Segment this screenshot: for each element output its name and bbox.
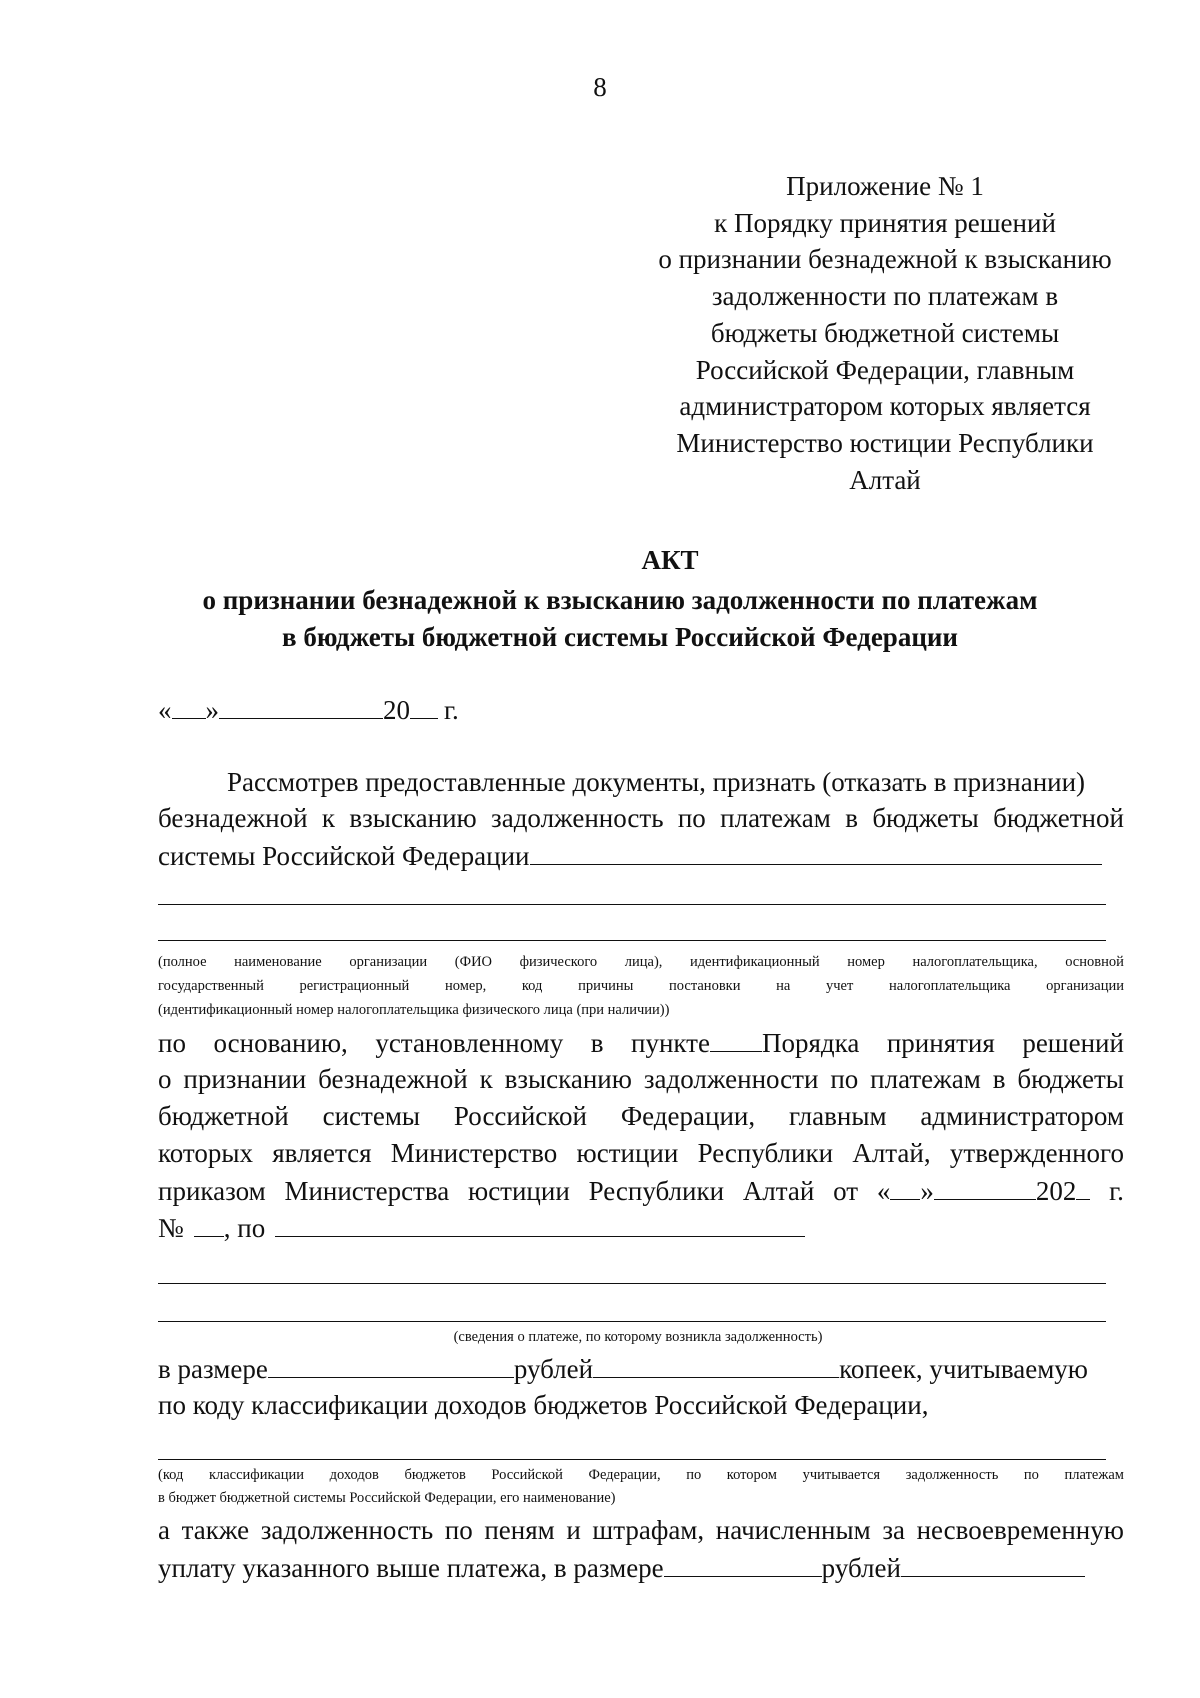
word: по [444,1515,473,1545]
word: причины [578,978,634,994]
para2-line-5 [158,1175,1124,1207]
word: является [272,1138,372,1168]
word: администратором [920,1101,1124,1131]
word: утвержденного [949,1138,1124,1168]
month-blank [219,694,383,719]
word: учитывается [802,1467,881,1483]
word: г. [1109,1176,1124,1206]
word: налогоплательщика, [912,954,1038,970]
word: (код [158,1467,184,1483]
kopecks-blank [593,1353,839,1378]
word: Федерации, [588,1467,661,1483]
word: о [158,1064,172,1094]
word: юстиции [468,1176,570,1206]
word: задолженность [260,1515,434,1545]
word: номер [847,954,885,970]
para4-line-2 [158,1552,1085,1584]
word: по [158,1028,186,1058]
word: классификации [208,1467,304,1483]
word: к [321,803,336,833]
blank-line [158,904,1106,905]
word: лица), [624,954,663,970]
para1-line-3 [158,840,1102,872]
para4-line-2-text: уплату указанного выше платежа, в размере [158,1553,664,1583]
word: Алтай, [852,1138,931,1168]
word: котором [726,1467,777,1483]
word: организации [1046,978,1124,994]
word: Порядка [761,1028,860,1058]
word: Алтай [742,1176,815,1206]
word: признании [183,1064,307,1094]
word: доходов [329,1467,379,1483]
note2: (сведения о платеже, по которому возникла задолженность) [453,1329,823,1345]
word: бюджеты [1017,1064,1124,1094]
appendix-block [640,168,1130,498]
date-line [158,694,459,726]
para2-line-2 [158,1064,1124,1095]
note1-line-2 [158,978,1124,995]
note1-line-1 [158,954,1124,971]
penalty-kopecks-blank [901,1552,1085,1577]
para1-line-2 [158,803,1124,834]
word: решений [1022,1028,1124,1058]
appendix-line: Приложение № 1 [786,171,984,201]
note3-line-2: в бюджет бюджетной системы Российской Федерации, его наименование) [158,1490,616,1506]
word: безнадежной [318,1064,468,1094]
word: бюджеты [872,803,979,833]
appendix-line: администратором которых является [679,391,1091,422]
word: учет [825,978,854,994]
word: (ФИО [454,954,493,970]
appendix-line: Министерство юстиции Республики [676,427,1094,458]
para3-line-1 [158,1353,1124,1385]
date-close-quote: » [205,695,219,725]
word: копеек, учитываемую [839,1354,1088,1384]
payment-info-blank [275,1212,805,1237]
penalty-rubles-blank [664,1552,822,1577]
word: безнадежной [158,803,308,833]
word: в [992,1064,1006,1094]
word: пункте [631,1028,710,1058]
appendix-line: Российской Федерации, главным [695,354,1075,385]
act-title: АКТ [641,545,699,575]
word: по [686,1467,702,1483]
word: а [158,1515,170,1545]
word: принятия [886,1028,995,1058]
word: задолженность [491,803,664,833]
para2-line-3 [158,1101,1124,1132]
para2-line-6 [158,1212,805,1244]
word: в размере [158,1354,268,1384]
word: рублей [513,1354,594,1384]
year-prefix: 20 [383,695,410,725]
word: (полное [158,954,207,970]
rubles-blank [268,1353,514,1378]
word: по [1023,1467,1039,1483]
act-subtitle-line-2: в бюджеты бюджетной системы Российской Федерации [282,622,958,652]
word: штрафам, [592,1515,705,1545]
order-year-blank [1076,1175,1090,1200]
word: приказом [158,1176,266,1206]
appendix-line: о признании безнадежной к взысканию [658,244,1112,275]
word: начисленным [715,1515,871,1545]
word: на [776,978,791,994]
number-sign: № [158,1213,184,1243]
word: взысканию [349,803,477,833]
word: Российской [453,1101,587,1131]
para1-line-1: Рассмотрев предоставленные документы, признать (отказать в признании) [227,767,1086,797]
word: также [181,1515,250,1545]
order-year: 202 [1035,1176,1077,1206]
page-number: 8 [593,72,607,102]
word: в [845,803,858,833]
word: постановки [669,978,741,994]
word: Федерации, [620,1101,756,1131]
para1-line-3-text: системы Российской Федерации [158,841,530,871]
word: бюджетной [158,1101,289,1131]
open-quote: « [876,1176,891,1206]
order-month-blank [934,1175,1036,1200]
word: Российской [491,1467,563,1483]
word: задолженности [643,1064,819,1094]
word: и [566,1515,581,1545]
appendix-line: задолженности по платежам в [711,281,1059,312]
word: организации [349,954,428,970]
word: Министерство [390,1138,558,1168]
word: наименование [234,954,322,970]
word: регистрационный [299,978,410,994]
blank-line [158,1283,1106,1284]
word: идентификационный [690,954,820,970]
close-quote: » [920,1176,934,1206]
word: взысканию [504,1064,632,1094]
word: основанию, [213,1028,348,1058]
word: номер, [444,978,487,994]
word: платежам [870,1064,981,1094]
word: юстиции [576,1138,679,1168]
word: рублей [821,1553,901,1583]
para3-line-2: по коду классификации доходов бюджетов Российской Федерации, [158,1390,929,1420]
word: которых [158,1138,253,1168]
word: бюджетной [993,803,1124,833]
word: в [590,1028,604,1058]
word: платежам [1064,1467,1124,1483]
blank-line [158,1459,1106,1460]
word: от [833,1176,859,1206]
word: к [479,1064,493,1094]
order-number-blank [194,1212,224,1237]
word: платежам [720,803,831,833]
word: установленному [375,1028,564,1058]
word: код [521,978,543,994]
word: налогоплательщика [888,978,1011,994]
para4-line-1 [158,1515,1124,1546]
note3-line-1 [158,1467,1124,1484]
blank-line [158,1321,1106,1322]
clause-number-blank [710,1027,762,1052]
word: по [677,803,706,833]
word: бюджетов [404,1467,466,1483]
para2-line-1 [158,1027,1124,1059]
date-open-quote: « [158,695,172,725]
word: за [882,1515,905,1545]
year-suffix: г. [444,695,459,725]
word: физического [519,954,598,970]
word: Республики [588,1176,725,1206]
appendix-line: Алтай [849,464,921,495]
word: системы [322,1101,421,1131]
word: задолженность [905,1467,999,1483]
act-subtitle-line-1: о признании безнадежной к взысканию задолженности по платежам [202,585,1038,615]
organization-blank [530,840,1102,865]
year-blank [410,694,438,719]
word: Республики [697,1138,834,1168]
word: Министерства [284,1176,450,1206]
word: основной [1065,954,1124,970]
word: пеням [484,1515,555,1545]
day-blank [172,694,206,719]
word: по [830,1064,859,1094]
order-day-blank [890,1175,920,1200]
blank-line [158,940,1106,941]
para2-line-4 [158,1138,1124,1169]
appendix-line: бюджеты бюджетной системы [710,317,1060,348]
note1-line-3: (идентификационный номер налогоплательщика физического лица (при наличии)) [158,1002,670,1018]
word: государственный [158,978,264,994]
word: несвоевременную [916,1515,1124,1545]
word: , по [223,1213,266,1243]
word: главным [788,1101,887,1131]
appendix-line: к Порядку принятия решений [714,207,1056,238]
